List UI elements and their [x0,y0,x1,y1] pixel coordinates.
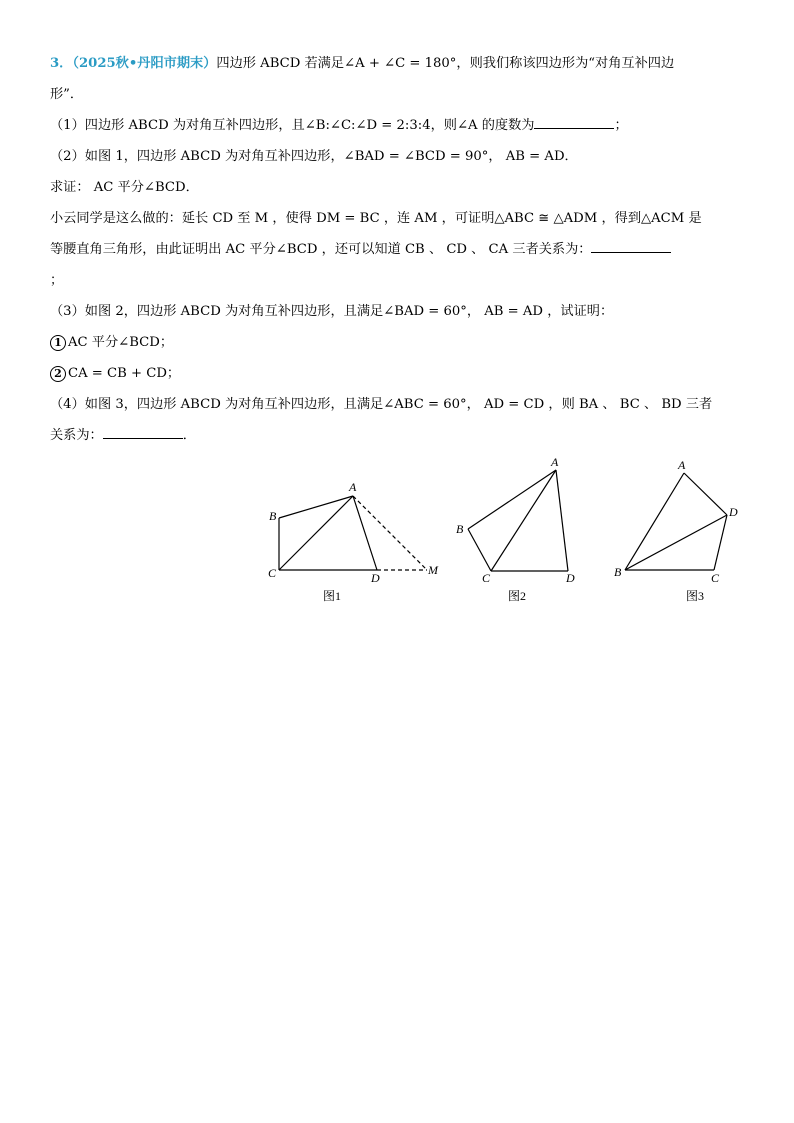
fig2-label-a: A [551,455,559,469]
question-4-line-1: （4）如图 3，四边形 ABCD 为对角互补四边形，且满足∠ABC = 60°， AD = CD ，则 BA 、 BC 、 BD 三者 [50,397,713,412]
fig3-side-cd [714,515,727,570]
problem-block [50,52,750,455]
figure-2 [468,470,568,571]
fig2-side-bc [468,529,491,571]
q1-text: （1）四边形 ABCD 为对角互补四边形，且∠B:∠C:∠D = 2:3:4，则∠A 的度数为 [50,118,535,133]
fig3-diagonal-bd [625,515,727,570]
fig2-label-c: C [482,571,491,585]
question-2-line-4 [50,238,750,269]
fig2-caption: 图2 [508,589,527,603]
fig2-side-da [556,470,568,571]
figure-3-labels [614,458,738,603]
q4-line-2-text: 关系为： [50,428,103,443]
question-number: 3． [50,56,73,71]
fig1-label-c: C [268,566,277,580]
problem-heading [50,52,750,83]
question-3-item-1 [50,331,750,362]
question-2-line-5: ； [50,273,64,288]
fig1-label-b: B [269,509,277,523]
fig3-label-d: D [729,505,738,519]
fig3-label-a: A [678,458,686,472]
q2-answer-blank[interactable] [591,240,671,253]
question-3-line-1: （3）如图 2，四边形 ABCD 为对角互补四边形，且满足∠BAD = 60°， AB = AD ，试证明： [50,304,614,319]
fig3-label-c: C [711,571,720,585]
fig1-diagonal-ac [279,496,353,570]
question-2-line-2: 求证： AC 平分∠BCD． [50,180,199,195]
q1-answer-blank[interactable] [534,116,614,129]
question-source: （2025秋•丹阳市期末） [72,56,217,71]
fig2-label-d: D [566,571,575,585]
fig1-side-ab [279,496,353,518]
figure-1-labels [268,480,439,603]
figure-1 [279,496,427,570]
q4-suffix: ． [182,428,196,443]
figure-3 [625,473,727,570]
fig1-label-a: A [349,480,357,494]
q3-item-1-text: AC 平分∠BCD； [68,335,174,350]
circled-number-2: 2 [50,366,66,382]
question-2-line-3: 小云同学是这么做的：延长 CD 至 M ，使得 DM = BC ，连 AM ，可证明△ABC ≅ △ADM ，得到△ACM 是 [50,211,702,226]
question-2-line-1: （2）如图 1，四边形 ABCD 为对角互补四边形，∠BAD = ∠BCD = 90°， AB = AD． [50,149,578,164]
q2-line-4-text: 等腰直角三角形，由此证明出 AC 平分∠BCD ，还可以知道 CB 、 CD 、 CA 三者关系为： [50,242,592,257]
circled-number-1: 1 [50,335,66,351]
question-3-item-2 [50,362,750,393]
figure-2-labels [456,455,575,603]
fig1-dashed-am [353,496,427,570]
fig2-label-b: B [456,522,464,536]
fig1-caption: 图1 [323,589,342,603]
intro-line-1: 四边形 ABCD 若满足∠A + ∠C = 180°，则我们称该四边形为“对角互补四边 [216,56,675,71]
q3-item-2-text: CA = CB + CD； [68,366,181,381]
question-4-line-2 [50,424,750,455]
fig1-label-d: D [371,571,380,585]
q4-answer-blank[interactable] [103,426,183,439]
fig3-side-da [684,473,727,515]
fig2-diagonal-ac [491,470,556,571]
fig2-side-ab [468,470,556,529]
fig3-label-b: B [614,565,622,579]
q1-suffix: ； [614,118,628,133]
fig3-caption: 图3 [686,589,705,603]
intro-line-2: 形”． [50,87,84,102]
fig1-label-m: M [428,563,438,577]
fig3-side-ab [625,473,684,570]
question-1 [50,114,750,145]
fig1-side-da [353,496,377,570]
